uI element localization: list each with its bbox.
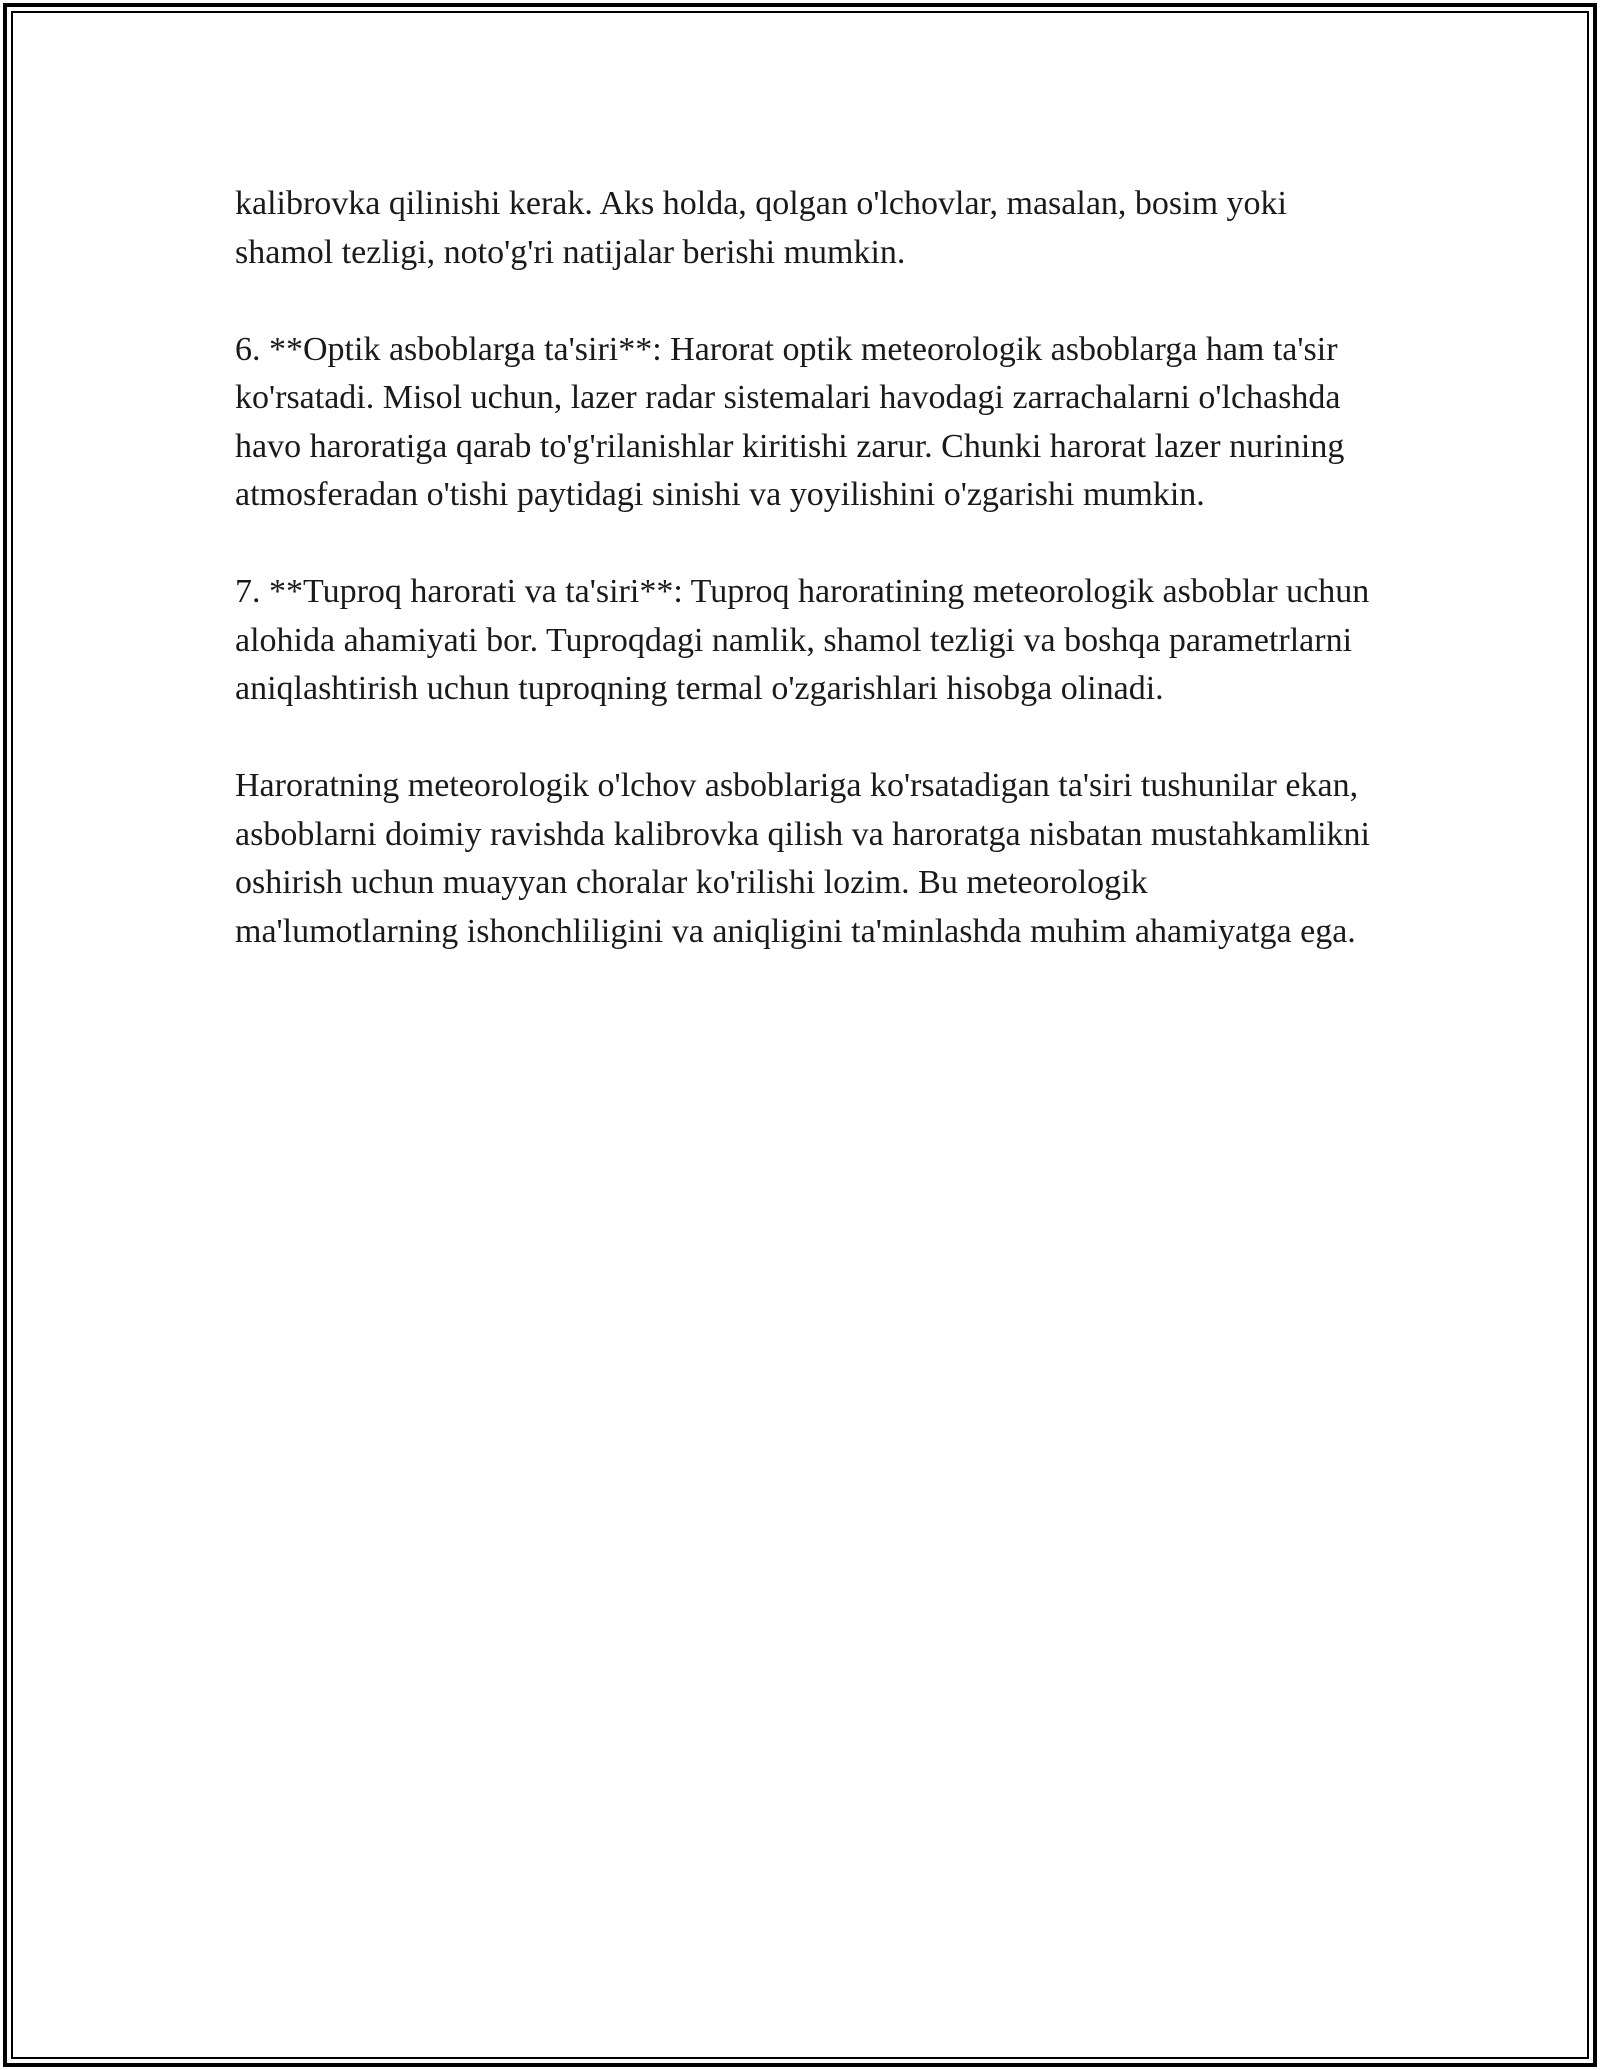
paragraph-optical-instruments: 6. **Optik asboblarga ta'siri**: Harorat optik meteorologik asboblarga ham ta'sir ko'rsatadi. Misol uchun, lazer radar sistemalari havodagi zarrachalarni o'lchashda havo haroratiga qarab to'g'rilanishlar kiritishi zarur. Chunki harorat lazer nurining atmosferadan o'tishi paytidagi sinishi va yoyilishini o'zgarishi mumkin. — [235, 330, 1345, 513]
paragraph-soil-temperature: 7. **Tuproq harorati va ta'siri**: Tuproq haroratining meteorologik asboblar uchun alohida ahamiyati bor. Tuproqdagi namlik, shamol tezligi va boshqa parametrlarni aniqlashtirish uchun tuproqning termal o'zgarishlari hisobga olinadi. — [235, 573, 1370, 707]
paragraph-conclusion: Haroratning meteorologik o'lchov asboblariga ko'rsatadigan ta'siri tushunilar ekan, asboblarni doimiy ravishda kalibrovka qilish va haroratga nisbatan mustahkamlikni oshirish uchun muayyan choralar ko'rilishi lozim. Bu meteorologik ma'lumotlarning ishonchliligini va aniqligini ta'minlashda muhim ahamiyatga ega. — [235, 767, 1370, 950]
document-body — [235, 180, 1370, 1005]
paragraph-calibration-continued: kalibrovka qilinishi kerak. Aks holda, qolgan o'lchovlar, masalan, bosim yoki shamol tezligi, noto'g'ri natijalar berishi mumkin. — [235, 185, 1287, 271]
